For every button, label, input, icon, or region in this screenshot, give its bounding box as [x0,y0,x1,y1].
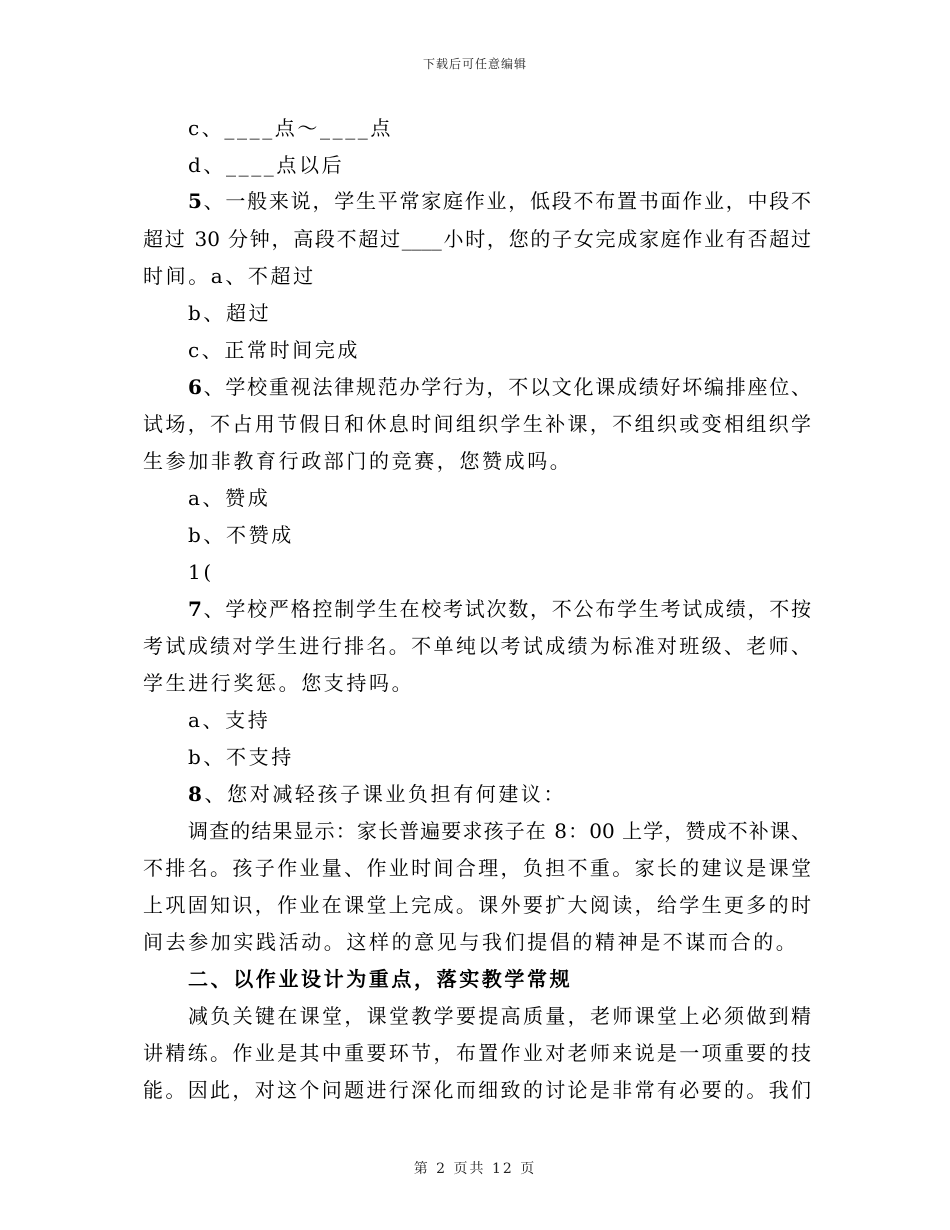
question-7-number: 7 [188,597,202,621]
section-2-line-2: 讲精练。作业是其中重要环节，布置作业对老师来说是一项重要的技 [143,1041,811,1065]
question-6-text: 、学校重视法律规范办学行为，不以文化课成绩好坏编排座位、 [201,375,811,399]
question-7-line-1 [188,594,811,624]
question-5-line-3: 时间。a、不超过 [143,264,316,288]
question-8-number: 8 [188,782,205,806]
question-8-line-1 [188,779,856,809]
question-7-line-3: 学生进行奖惩。您支持吗。 [143,671,415,695]
question-8-text: 、您对减轻孩子课业负担有何建议： [204,782,567,806]
stray-text: 1( [188,560,214,584]
section-2-line-3: 能。因此，对这个问题进行深化而细致的讨论是非常有必要的。我们 [143,1078,811,1102]
option-a-agree: a、赞成 [188,486,271,510]
survey-result-line-2: 不排名。孩子作业量、作业时间合理，负担不重。家长的建议是课堂 [143,856,811,880]
survey-result-line-3: 上巩固知识，作业在课堂上完成。课外要扩大阅读，给学生更多的时 [143,893,811,917]
section-heading-2: 二、以作业设计为重点，落实教学常规 [188,967,573,991]
survey-result-line-4: 间去参加实践活动。这样的意见与我们提倡的精神是不谋而合的。 [143,930,799,954]
option-b-disagree: b、不赞成 [188,523,294,547]
question-5-text: 、一般来说，学生平常家庭作业，低段不布置书面作业，中段不 [201,189,811,213]
section-2-line-1: 减负关键在课堂，课堂教学要提高质量，老师课堂上必须做到精 [188,1004,811,1028]
question-5-number: 5 [188,189,202,213]
option-c-normal: c、正常时间完成 [188,338,361,362]
option-a-support: a、支持 [188,708,271,732]
question-5-line-1 [188,186,811,216]
option-c-time: c、____点～____点 [188,116,394,140]
option-b-not-support: b、不支持 [188,745,294,769]
question-6-number: 6 [188,375,202,399]
question-7-line-2: 考试成绩对学生进行排名。不单纯以考试成绩为标准对班级、老师、 [143,634,811,658]
question-6-line-3: 生参加非教育行政部门的竞赛，您赞成吗。 [143,449,573,473]
question-6-line-1 [188,372,811,402]
question-5-line-2: 超过 30 分钟，高段不超过____小时，您的子女完成家庭作业有否超过 [143,227,811,251]
question-6-line-2: 试场，不占用节假日和休息时间组织学生补课，不组织或变相组织学 [143,412,811,436]
survey-result-line-1: 调查的结果显示：家长普遍要求孩子在 8：00 上学，赞成不补课、 [188,819,811,843]
option-b-exceed: b、超过 [188,301,272,325]
question-7-text: 、学校严格控制学生在校考试次数，不公布学生考试成绩，不按 [201,597,811,621]
page-header: 下载后可任意编辑 [422,57,527,71]
option-d-time: d、____点以后 [188,153,345,177]
page-footer: 第 2 页共 12 页 [413,1161,537,1177]
